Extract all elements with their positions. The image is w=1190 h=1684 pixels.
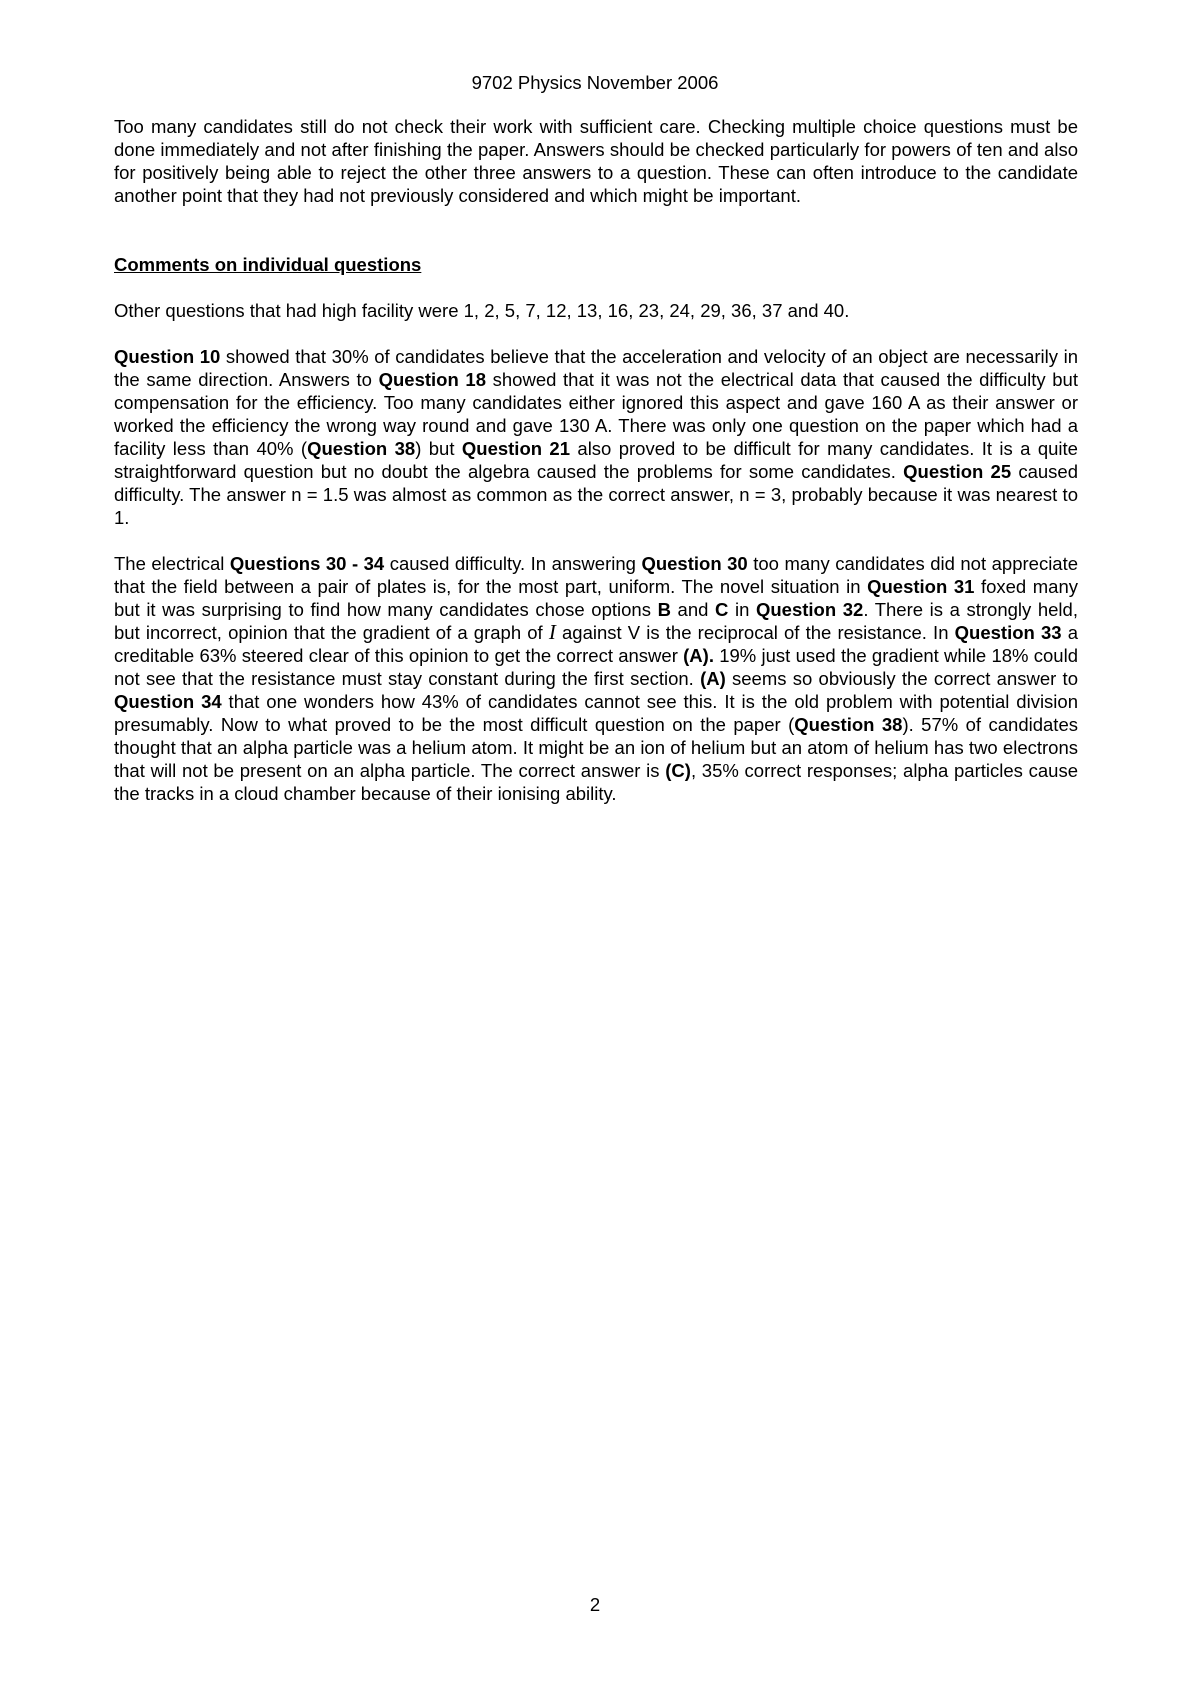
paragraph-text: also proved to be difficult for many candidates. It is a quite straightforward question but no doubt the algebra caused the problems for some candidates. [114, 438, 1078, 482]
paragraph-text: caused difficulty. In answering [384, 553, 642, 574]
question-ref: Question 10 [114, 346, 221, 367]
question-ref: Question 34 [114, 691, 222, 712]
question-ref: Question 31 [867, 576, 975, 597]
document-body [114, 115, 1078, 828]
question-ref: Question 33 [954, 622, 1062, 643]
answer-label: (A) [700, 668, 726, 689]
paragraph-text: too many candidates did not appreciate that the field between a pair of plates is, for the most part, uniform. The novel situation in [114, 553, 1079, 597]
high-facility-paragraph: Other questions that had high facility were 1, 2, 5, 7, 12, 13, 16, 23, 24, 29, 36, 37 and 40. [114, 300, 850, 321]
paragraph-text: . There is a strongly held, but incorrect, opinion that the gradient of a graph of [114, 599, 1078, 643]
variable-symbol: I [548, 620, 556, 644]
question-ref: Question 30 [641, 553, 748, 574]
question-ref: Question 25 [903, 461, 1012, 482]
paragraph-text: caused difficulty. The answer n = 1.5 was almost as common as the correct answer, n = 3, probably because it was nearest to 1. [114, 461, 1079, 528]
question-ref: Question 38 [794, 714, 903, 735]
paragraph-text: showed that it was not the electrical data that caused the difficulty but compensation for the efficiency. Too many candidates either ignored this aspect and gave 160 A as their answer or worked the efficiency the wrong way round and gave 130 A. There was only one question on the paper which had a facility less than 40% ( [114, 369, 1078, 459]
page-header: 9702 Physics November 2006 [471, 72, 719, 93]
question-ref: Question 38 [307, 438, 416, 459]
section-heading: Comments on individual questions [114, 254, 422, 275]
option-label: C [715, 599, 729, 620]
paragraph-text: , 35% correct responses; alpha particles cause the tracks in a cloud chamber because of their ionising ability. [114, 760, 1078, 804]
question-ref: Question 21 [461, 438, 571, 459]
paragraph-text: 19% just used the gradient while 18% could not see that the resistance must stay constant during the first section. [114, 645, 1078, 689]
paragraph-text: foxed many but it was surprising to find how many candidates chose options [114, 576, 1078, 620]
paragraph-text: showed that 30% of candidates believe that the acceleration and velocity of an object are necessarily in the same direction. Answers to [114, 346, 1078, 390]
paragraph-text: and [670, 599, 715, 620]
question-ref: Question 32 [755, 599, 864, 620]
question-ref: Question 18 [378, 369, 486, 390]
questions-paragraph-2 [114, 552, 1078, 805]
paragraph-text: The electrical [114, 553, 230, 574]
paragraph-text: against V is the reciprocal of the resistance. In [555, 622, 955, 643]
paragraph-text: in [728, 599, 756, 620]
paragraph-text: seems so obviously the correct answer to [725, 668, 1078, 689]
paragraph-text: that one wonders how 43% of candidates cannot see this. It is the old problem with potential division presumably. Now to what proved to be the most difficult question on the paper ( [114, 691, 1078, 735]
paragraph-text: a creditable 63% steered clear of this opinion to get the correct answer [114, 622, 1078, 666]
answer-label: (A). [683, 645, 714, 666]
page-number: 2 [589, 1594, 601, 1615]
option-label: B [657, 599, 671, 620]
question-ref: Questions 30 - 34 [229, 553, 385, 574]
intro-paragraph: Too many candidates still do not check their work with sufficient care. Checking multiple choice questions must be done immediately and not after finishing the paper. Answers should be checked particularly for powers of ten and also for positively being able to reject the other three answers to a question. These can often introduce to the candidate another point that they had not previously considered and which might be important. [114, 116, 1078, 206]
questions-paragraph-1 [114, 345, 1078, 529]
paragraph-text: ). 57% of candidates thought that an alpha particle was a helium atom. It might be an ion of helium but an atom of helium has two electrons that will not be present on an alpha particle. The correct answer is [114, 714, 1078, 781]
paragraph-text: ) but [415, 438, 462, 459]
answer-label: (C) [665, 760, 691, 781]
